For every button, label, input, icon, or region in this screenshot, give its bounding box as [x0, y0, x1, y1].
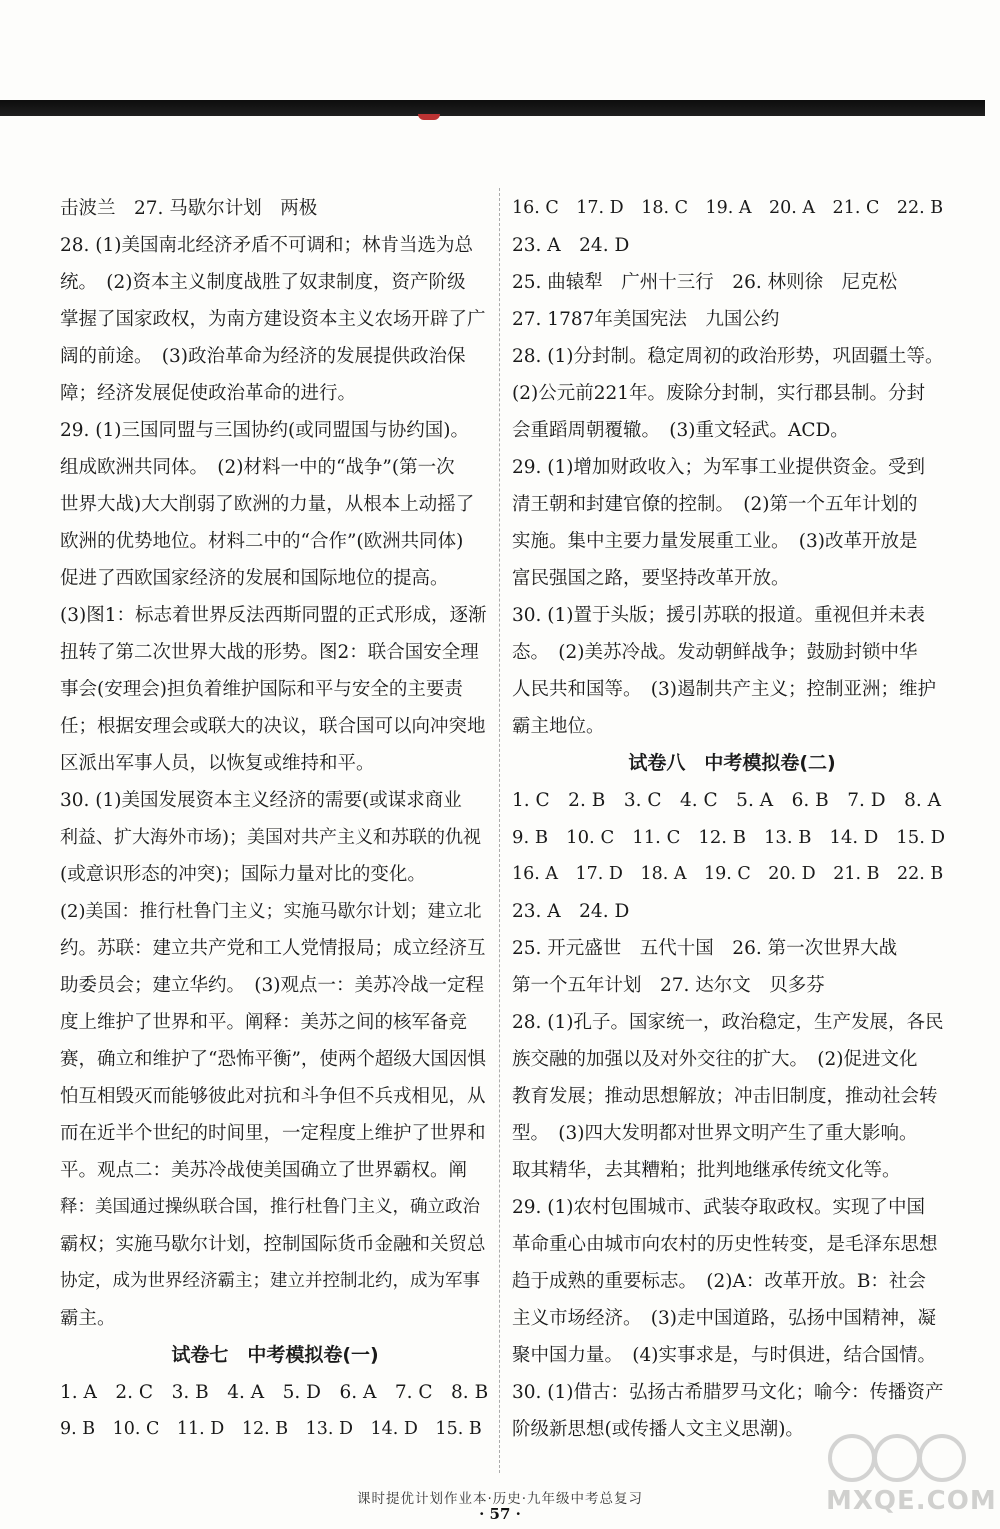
answer-line: 霸主。 — [60, 1308, 116, 1329]
answer-line: 实施。集中主要力量发展重工业。 (3)改革开放是 — [512, 531, 918, 552]
answer-line: 扭转了第二次世界大战的形势。图2：联合国安全理 — [60, 642, 479, 663]
answer-line: 阶级新思想(或传播人文主义思潮)。 — [512, 1419, 804, 1440]
answer-line: 击波兰 27. 马歇尔计划 两极 — [60, 198, 318, 219]
answer-line: 障；经济发展促使政治革命的进行。 — [60, 383, 357, 404]
answer-line: 掌握了国家政权，为南方建设资本主义农场开辟了广 — [60, 309, 486, 330]
answer-line: 取其精华，去其糟粕；批判地继承传统文化等。 — [512, 1160, 901, 1181]
top-decorative-bar — [0, 100, 985, 116]
answer-line: 约。苏联：建立共产党和工人党情报局；成立经济互 — [60, 938, 486, 959]
column-divider — [499, 188, 500, 1473]
answer-line: 30. (1)置于头版；援引苏联的报道。重视但并未表 — [512, 605, 926, 626]
answer-line: 主义市场经济。 (3)走中国道路，弘扬中国精神，凝 — [512, 1308, 936, 1329]
answer-line: 29. (1)增加财政收入；为军事工业提供资金。受到 — [512, 457, 926, 478]
answer-line: 25. 开元盛世 五代十国 26. 第一次世界大战 — [512, 938, 898, 959]
answer-line: 人民共和国等。 (3)遏制共产主义；控制亚洲；维护 — [512, 679, 936, 700]
answer-line: 事会(安理会)担负着维护国际和平与安全的主要责 — [60, 679, 463, 700]
answer-line: 会重蹈周朝覆辙。 (3)重文轻武。ACD。 — [512, 420, 849, 441]
answer-line: 助委员会；建立华约。 (3)观点一：美苏冷战一定程 — [60, 975, 484, 996]
answer-line: 28. (1)分封制。稳定周初的政治形势，巩固疆土等。 — [512, 346, 944, 367]
answer-line: 霸权；实施马歇尔计划，控制国际货币金融和关贸总 — [60, 1234, 486, 1255]
answer-line: 协定，成为世界经济霸主；建立并控制北约，成为军事 — [60, 1271, 480, 1291]
answer-line: 利益、扩大海外市场)；美国对共产主义和苏联的仇视 — [60, 827, 482, 848]
answer-line: 23. A 24. D — [512, 235, 630, 256]
answer-line: 而在近半个世纪的时间里，一定程度上维护了世界和 — [60, 1123, 486, 1144]
section-title: 试卷七 中考模拟卷(一) — [171, 1344, 379, 1366]
answer-line: 阔的前途。 (3)政治革命为经济的发展提供政治保 — [60, 346, 466, 367]
answer-line: 1. C 2. B 3. C 4. C 5. A 6. B 7. D 8. A — [512, 790, 941, 811]
answer-line: 23. A 24. D — [512, 901, 630, 922]
answer-line: 霸主地位。 — [512, 716, 605, 737]
right-column — [512, 190, 952, 1448]
answer-line: 型。 (3)四大发明都对世界文明产生了重大影响。 — [512, 1123, 918, 1144]
answer-line: 25. 曲辕犁 广州十三行 26. 林则徐 尼克松 — [512, 272, 898, 293]
answer-line: 赛，确立和维护了“恐怖平衡”，使两个超级大国因惧 — [60, 1049, 486, 1070]
answer-line: 趋于成熟的重要标志。 (2)A：改革开放。B：社会 — [512, 1271, 926, 1292]
answer-line: 28. (1)孔子。国家统一，政治稳定，生产发展，各民 — [512, 1012, 944, 1033]
answer-line: 促进了西欧国家经济的发展和国际地位的提高。 — [60, 568, 449, 589]
bar-notch — [418, 114, 440, 120]
answer-line: 欧洲的优势地位。材料二中的“合作”(欧洲共同体) — [60, 531, 464, 552]
answer-line: 第一个五年计划 27. 达尔文 贝多芬 — [512, 975, 825, 996]
answer-line: 族交融的加强以及对外交往的扩大。 (2)促进文化 — [512, 1049, 918, 1070]
section-title: 试卷八 中考模拟卷(二) — [628, 752, 836, 774]
page-number: · 57 · — [479, 1505, 521, 1523]
answer-line: 16. C 17. D 18. C 19. A 20. A 21. C 22. B — [512, 198, 944, 218]
answer-line: (2)公元前221年。废除分封制，实行郡县制。分封 — [512, 383, 926, 404]
answer-line: 9. B 10. C 11. C 12. B 13. B 14. D 15. D — [512, 827, 946, 848]
answer-line: 度上维护了世界和平。阐释：美苏之间的核军备竞 — [60, 1012, 468, 1033]
answer-line: 世界大战)大大削弱了欧洲的力量，从根本上动摇了 — [60, 494, 475, 515]
answer-line: 29. (1)农村包围城市、武装夺取政权。实现了中国 — [512, 1197, 926, 1218]
answer-line: 富民强国之路，要坚持改革开放。 — [512, 568, 790, 589]
left-column — [60, 190, 490, 1448]
answer-line: 29. (1)三国同盟与三国协约(或同盟国与协约国)。 — [60, 420, 469, 441]
answer-line: (2)美国：推行杜鲁门主义；实施马歇尔计划；建立北 — [60, 901, 482, 922]
answer-line: 释：美国通过操纵联合国，推行杜鲁门主义，确立政治 — [60, 1197, 480, 1217]
answer-line: 清王朝和封建官僚的控制。 (2)第一个五年计划的 — [512, 494, 918, 515]
watermark-text: MXQE.COM — [826, 1486, 997, 1516]
watermark-logo — [822, 1428, 997, 1518]
answer-line: 任；根据安理会或联大的决议，联合国可以向冲突地 — [60, 716, 486, 737]
answer-line: (或意识形态的冲突)；国际力量对比的变化。 — [60, 864, 426, 885]
answer-line: 态。 (2)美苏冷战。发动朝鲜战争；鼓励封锁中华 — [512, 642, 918, 663]
answer-line: 16. A 17. D 18. A 19. C 20. D 21. B 22. B — [512, 864, 944, 884]
answer-line: 统。 (2)资本主义制度战胜了奴隶制度，资产阶级 — [60, 272, 466, 293]
answer-line: 27. 1787年美国宪法 九国公约 — [512, 309, 780, 330]
watermark-seal-icon — [822, 1428, 972, 1488]
answer-line: 9. B 10. C 11. D 12. B 13. D 14. D 15. B — [60, 1419, 482, 1439]
answer-line: 30. (1)美国发展资本主义经济的需要(或谋求商业 — [60, 790, 462, 811]
answer-line: 组成欧洲共同体。 (2)材料一中的“战争”(第一次 — [60, 457, 455, 478]
answer-line: 怕互相毁灭而能够彼此对抗和斗争但不兵戎相见，从 — [60, 1086, 486, 1107]
answer-line: 区派出军事人员，以恢复或维持和平。 — [60, 753, 375, 774]
answer-line: 教育发展；推动思想解放；冲击旧制度，推动社会转 — [512, 1086, 938, 1107]
footer-book-title: 课时提优计划作业本·历史·九年级中考总复习 — [356, 1491, 644, 1507]
answer-line: 革命重心由城市向农村的历史性转变，是毛泽东思想 — [512, 1234, 938, 1255]
answer-line: 28. (1)美国南北经济矛盾不可调和；林肯当选为总 — [60, 235, 474, 256]
answer-line: 1. A 2. C 3. B 4. A 5. D 6. A 7. C 8. B — [60, 1382, 489, 1403]
answer-line: 30. (1)借古：弘扬古希腊罗马文化；喻今：传播资产 — [512, 1382, 944, 1403]
answer-line: 平。观点二：美苏冷战使美国确立了世界霸权。阐 — [60, 1160, 468, 1181]
answer-line: 聚中国力量。 (4)实事求是，与时俱进，结合国情。 — [512, 1345, 936, 1366]
answer-line: (3)图1：标志着世界反法西斯同盟的正式形成，逐渐 — [60, 605, 487, 626]
